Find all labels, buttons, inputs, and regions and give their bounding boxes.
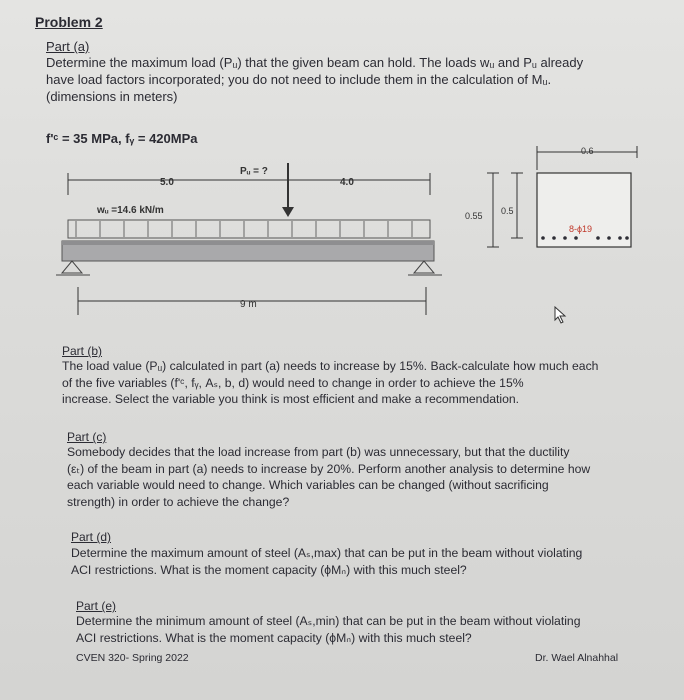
part-c-label: Part (c) bbox=[67, 430, 107, 444]
beam-top-edge bbox=[62, 241, 434, 245]
part-b-text bbox=[62, 358, 652, 408]
width-label: 0.6 bbox=[581, 146, 594, 156]
point-load-arrowhead bbox=[282, 207, 294, 217]
right-support bbox=[414, 261, 434, 273]
section-outline bbox=[537, 173, 631, 247]
part-a-label: Part (a) bbox=[46, 39, 90, 54]
part-e-line: Determine the minimum amount of steel (Aₛ,min) that can be put in the beam without violating bbox=[76, 614, 581, 628]
footer-course: CVEN 320- Spring 2022 bbox=[76, 652, 189, 664]
part-d-line: ACI restrictions. What is the moment capacity (ϕMₙ) with this much steel? bbox=[71, 562, 467, 577]
footer-instructor: Dr. Wael Alnahhal bbox=[535, 652, 619, 664]
part-c-line: Somebody decides that the load increase from part (b) was unnecessary, but that the ductility bbox=[67, 445, 570, 459]
cross-section-diagram bbox=[455, 140, 655, 260]
part-c-text bbox=[67, 444, 647, 510]
part-d-line: Determine the maximum amount of steel (Aₛ,max) that can be put in the beam without violating bbox=[71, 546, 583, 560]
part-b-label: Part (b) bbox=[62, 344, 103, 358]
span-label: 9 m bbox=[240, 299, 257, 310]
part-e-label: Part (e) bbox=[76, 599, 117, 613]
part-b-line: of the five variables (f'ᶜ, fᵧ, Aₛ, b, d) would need to change in order to achieve the 15% bbox=[62, 375, 524, 390]
part-a-text bbox=[46, 54, 666, 105]
effective-depth-label: 0.5 bbox=[501, 206, 514, 216]
part-a-line: have load factors incorporated; you do not need to include them in the calculation of Mᵤ. bbox=[46, 72, 552, 87]
part-e-text bbox=[76, 613, 666, 646]
distributed-load-arrows bbox=[76, 221, 412, 237]
part-c-line: (εₜ) of the beam in part (a) needs to increase by 20%. Perform another analysis to determine how bbox=[67, 461, 591, 476]
left-support bbox=[62, 261, 82, 273]
distributed-load-label: wᵤ =14.6 kN/m bbox=[97, 205, 164, 216]
part-d-text bbox=[71, 545, 661, 578]
problem-title: Problem 2 bbox=[35, 14, 103, 30]
part-d-label: Part (d) bbox=[71, 530, 112, 544]
beam-diagram bbox=[50, 155, 450, 320]
rebar-label: 8-ϕ19 bbox=[569, 224, 593, 234]
part-a-line: Determine the maximum load (Pᵤ) that the given beam can hold. The loads wᵤ and Pᵤ already bbox=[46, 55, 584, 70]
part-b-line: The load value (Pᵤ) calculated in part (a) needs to increase by 15%. Back-calculate how much each bbox=[62, 359, 599, 373]
material-properties: f'ᶜ = 35 MPa, fᵧ = 420MPa bbox=[46, 131, 198, 146]
total-depth-label: 0.55 bbox=[465, 211, 483, 221]
part-a-line: (dimensions in meters) bbox=[46, 89, 178, 104]
cursor-icon bbox=[553, 306, 567, 324]
part-e-line: ACI restrictions. What is the moment capacity (ϕMₙ) with this much steel? bbox=[76, 630, 472, 645]
distributed-load-box bbox=[68, 220, 430, 238]
part-b-line: increase. Select the variable you think is most efficient and make a recommendation. bbox=[62, 392, 520, 406]
dist-left-label: 5.0 bbox=[160, 177, 174, 188]
part-c-line: strength) in order to achieve the change? bbox=[67, 494, 290, 509]
part-c-line: each variable would need to change. Which variables can be changed (without sacrificing bbox=[67, 478, 549, 492]
point-load-label: Pᵤ = ? bbox=[240, 166, 268, 177]
dist-right-label: 4.0 bbox=[340, 177, 354, 188]
